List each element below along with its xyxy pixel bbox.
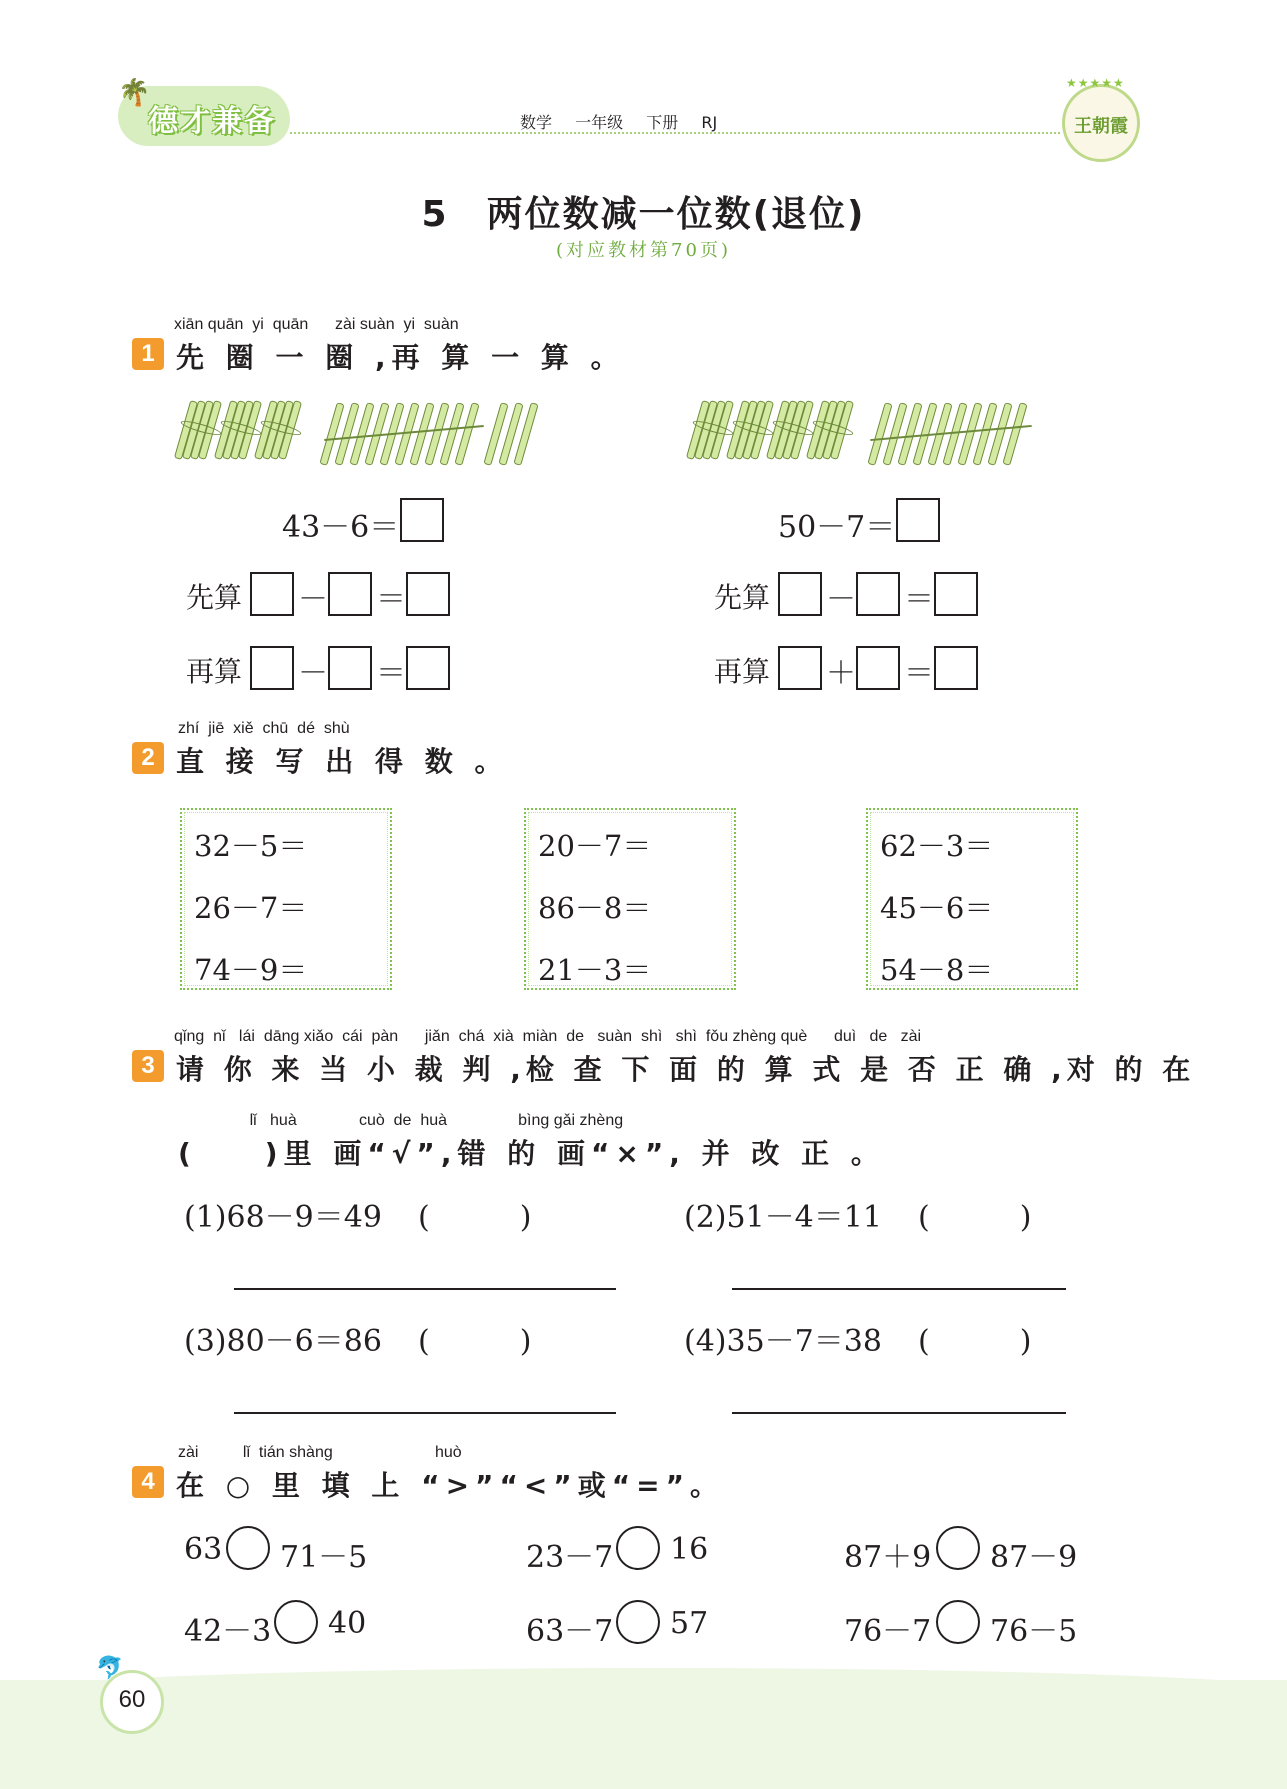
judge-paren[interactable]: ( ) [418, 1200, 532, 1235]
section4-instruction: 在 ○ 里 填 上 “>”“<”或“=”。 [176, 1469, 724, 1502]
calc-item: 54－8＝ [880, 953, 994, 987]
dolphin-icon: 🐬 [96, 1656, 124, 1681]
equation-50-7: 50－7＝ [778, 510, 896, 545]
operator: ＋ [826, 656, 856, 691]
answer-box[interactable] [856, 646, 900, 690]
sticks-illustration-43 [180, 396, 560, 472]
calc-group [180, 808, 392, 990]
operator: － [298, 656, 328, 691]
correction-line[interactable] [732, 1288, 1066, 1290]
answer-box[interactable] [406, 646, 450, 690]
calc-item: 45－6＝ [880, 891, 994, 925]
operator: ＝ [376, 582, 406, 617]
compare-right: 57 [670, 1606, 709, 1641]
page-title: 5 两位数减一位数(退位) [421, 194, 866, 235]
answer-box[interactable] [856, 572, 900, 616]
compare-left: 42－3 [184, 1614, 272, 1649]
answer-box[interactable] [934, 646, 978, 690]
brand-logo: 德才兼备 [148, 104, 276, 139]
section3-pinyin-line2: lǐ huà cuò de huà bìng gǎi zhèng [174, 1112, 624, 1129]
answer-box[interactable] [934, 572, 978, 616]
judge-item-3: (3)80－6＝86 [184, 1324, 382, 1359]
answer-box[interactable] [778, 646, 822, 690]
compare-circle[interactable] [616, 1526, 660, 1570]
page-number: 60 [118, 1686, 146, 1713]
section2-pinyin: zhí jiē xiě chū dé shù [178, 720, 350, 737]
compare-left: 87＋9 [844, 1540, 932, 1575]
answer-box[interactable] [778, 572, 822, 616]
stick-bundle [734, 400, 770, 470]
compare-right: 87－9 [990, 1540, 1078, 1575]
stick-bundle [814, 400, 850, 470]
calc-item: 86－8＝ [538, 891, 652, 925]
answer-box[interactable] [250, 646, 294, 690]
section4-number: 4 [132, 1466, 164, 1498]
stick-bundle [262, 400, 298, 470]
subject-edition: RJ [701, 113, 718, 132]
section2-instruction: 直 接 写 出 得 数 。 [176, 745, 509, 778]
calc-group [866, 808, 1078, 990]
compare-right: 71－5 [280, 1540, 368, 1575]
calc-item: 32－5＝ [194, 829, 308, 863]
calc-item: 20－7＝ [538, 829, 652, 863]
section3-instruction-line1: 请 你 来 当 小 裁 判 ,检 查 下 面 的 算 式 是 否 正 确 ,对 的 在 [176, 1053, 1196, 1086]
section3-instruction-line2: ( )里 画“√”,错 的 画“×”, 并 改 正 。 [178, 1137, 885, 1170]
compare-circle[interactable] [274, 1600, 318, 1644]
section4-pinyin: zài lǐ tián shàng huò [178, 1444, 462, 1461]
subject-info [520, 110, 735, 133]
compare-left: 63 [184, 1532, 223, 1567]
page-subtitle: (对应教材第70页) [556, 240, 731, 261]
judge-item-4: (4)35－7＝38 [684, 1324, 882, 1359]
judge-paren[interactable]: ( ) [918, 1200, 1032, 1235]
section1-number: 1 [132, 338, 164, 370]
correction-line[interactable] [234, 1412, 616, 1414]
compare-circle[interactable] [226, 1526, 270, 1570]
stick-bundle [774, 400, 810, 470]
step2-label: 再算 [186, 655, 243, 688]
operator: ＝ [376, 656, 406, 691]
calc-item: 21－3＝ [538, 953, 652, 987]
answer-box[interactable] [328, 572, 372, 616]
stick-bundle [182, 400, 218, 470]
calc-group [524, 808, 736, 990]
answer-box[interactable] [896, 498, 940, 542]
operator: － [298, 582, 328, 617]
badge-name: 王朝霞 [1074, 116, 1128, 137]
compare-circle[interactable] [616, 1600, 660, 1644]
answer-box[interactable] [406, 572, 450, 616]
judge-paren[interactable]: ( ) [418, 1324, 532, 1359]
stick-bundle [694, 400, 730, 470]
correction-line[interactable] [234, 1288, 616, 1290]
compare-right: 40 [328, 1606, 367, 1641]
answer-box[interactable] [400, 498, 444, 542]
section3-number: 3 [132, 1050, 164, 1082]
calc-item: 26－7＝ [194, 891, 308, 925]
judge-paren[interactable]: ( ) [918, 1324, 1032, 1359]
operator: － [826, 582, 856, 617]
correction-line[interactable] [732, 1412, 1066, 1414]
compare-left: 76－7 [844, 1614, 932, 1649]
operator: ＝ [904, 582, 934, 617]
sticks-illustration-50 [692, 396, 1052, 472]
compare-right: 16 [670, 1532, 709, 1567]
section1-pinyin: xiān quān yi quān zài suàn yi suàn [174, 316, 459, 333]
compare-circle[interactable] [936, 1526, 980, 1570]
palm-tree-icon: 🌴 [118, 78, 151, 108]
answer-box[interactable] [328, 646, 372, 690]
subject-name: 数学 [520, 113, 553, 132]
calc-item: 62－3＝ [880, 829, 994, 863]
subject-volume: 下册 [646, 113, 679, 132]
answer-box[interactable] [250, 572, 294, 616]
stick-bundle [222, 400, 258, 470]
step1-label: 先算 [186, 581, 243, 614]
compare-circle[interactable] [936, 1600, 980, 1644]
subject-grade: 一年级 [575, 113, 624, 132]
judge-item-1: (1)68－9＝49 [184, 1200, 382, 1235]
step2-label: 再算 [714, 655, 771, 688]
compare-left: 23－7 [526, 1540, 614, 1575]
compare-left: 63－7 [526, 1614, 614, 1649]
section1-instruction: 先 圈 一 圈 ,再 算 一 算 。 [176, 341, 625, 374]
operator: ＝ [904, 656, 934, 691]
section3-pinyin-line1: qǐng nǐ lái dāng xiǎo cái pàn jiǎn chá xià miàn de suàn shì shì fǒu zhèng què duì de zài [174, 1028, 922, 1045]
equation-43-6: 43－6＝ [282, 510, 400, 545]
badge-stars-icon: ★★★★★ [1066, 76, 1125, 90]
section2-number: 2 [132, 742, 164, 774]
judge-item-2: (2)51－4＝11 [684, 1200, 882, 1235]
calc-item: 74－9＝ [194, 953, 308, 987]
step1-label: 先算 [714, 581, 771, 614]
footer-background [0, 1680, 1287, 1789]
compare-right: 76－5 [990, 1614, 1078, 1649]
